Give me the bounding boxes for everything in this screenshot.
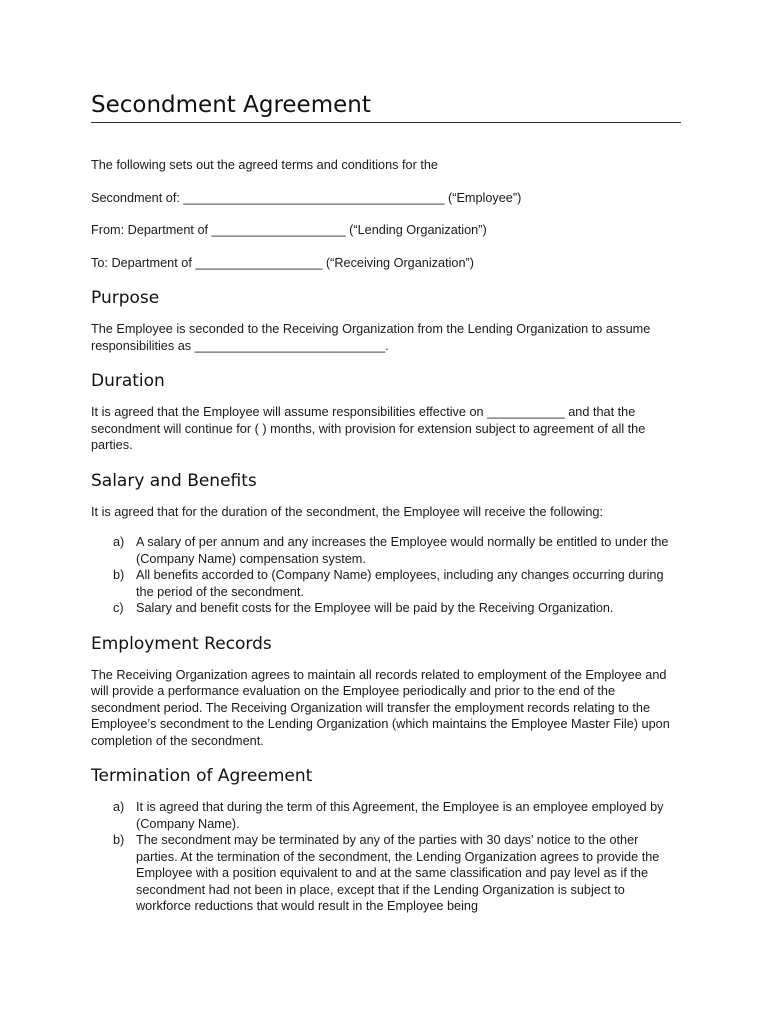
records-text: The Receiving Organization agrees to maintain all records related to employment of the Employee and will provide a performance evaluation on the Employee periodically and prior to the end of the secondment period. The Receiving Organization will transfer the employment records relating to the Employee’s secondment to the Lending Organization (which maintains the Employee Master File) upon completion of the secondment. xyxy=(91,667,670,748)
list-marker: a) xyxy=(113,535,125,549)
document-content xyxy=(91,90,681,915)
list-item xyxy=(113,600,681,617)
termination-heading: Termination of Agreement xyxy=(91,766,313,786)
duration-text: It is agreed that the Employee will assume responsibilities effective on ___________ and that the secondment will continue for ( ) months, with provision for extension subject to agreement of all the parties. xyxy=(91,405,646,452)
list-item xyxy=(113,799,681,832)
duration-section xyxy=(91,370,681,454)
list-item-text: It is agreed that during the term of this Agreement, the Employee is an employee employed by (Company Name). xyxy=(136,800,664,831)
to-department-field: To: Department of __________________ (“Receiving Organization”) xyxy=(91,255,474,270)
list-item xyxy=(113,832,681,915)
termination-list xyxy=(91,799,681,915)
salary-text: It is agreed that for the duration of the secondment, the Employee will receive the following: xyxy=(91,504,604,519)
duration-heading: Duration xyxy=(91,371,165,391)
purpose-section xyxy=(91,287,681,354)
salary-heading: Salary and Benefits xyxy=(91,470,257,491)
list-item-text: All benefits accorded to (Company Name) employees, including any changes occurring during the period of the secondment. xyxy=(136,568,664,599)
list-item-text: A salary of per annum and any increases the Employee would normally be entitled to under the (Company Name) compensation system. xyxy=(136,535,669,566)
intro-text: The following sets out the agreed terms and conditions for the xyxy=(91,158,438,172)
from-department-field: From: Department of ___________________ (“Lending Organization”) xyxy=(91,223,487,237)
salary-section xyxy=(91,470,681,617)
termination-section xyxy=(91,765,681,915)
records-heading: Employment Records xyxy=(91,633,272,654)
list-item-text: The secondment may be terminated by any of the parties with 30 days’ notice to the other parties. At the termination of the secondment, the Lending Organization agrees to provide the Employee with a position equivalent to and at the same classification and pay level as if the secondment had not been in place, except that if the Lending Organization is subject to workforce reductions that would result in the Employee being xyxy=(136,833,660,913)
list-marker: b) xyxy=(113,833,125,847)
purpose-heading: Purpose xyxy=(91,288,160,308)
records-section xyxy=(91,633,681,750)
salary-list xyxy=(91,534,681,617)
list-item-text: Salary and benefit costs for the Employee will be paid by the Receiving Organization. xyxy=(136,601,614,615)
intro-block xyxy=(91,157,681,271)
purpose-text: The Employee is seconded to the Receiving Organization from the Lending Organization to assume responsibilities as ___________________________. xyxy=(91,322,651,353)
secondment-of-field: Secondment of: _____________________________________ (“Employee”) xyxy=(91,190,522,205)
document-title: Secondment Agreement xyxy=(91,90,681,123)
list-marker: b) xyxy=(113,568,125,582)
list-item xyxy=(113,534,681,567)
list-marker: c) xyxy=(113,601,124,615)
list-item xyxy=(113,567,681,600)
list-marker: a) xyxy=(113,800,125,814)
